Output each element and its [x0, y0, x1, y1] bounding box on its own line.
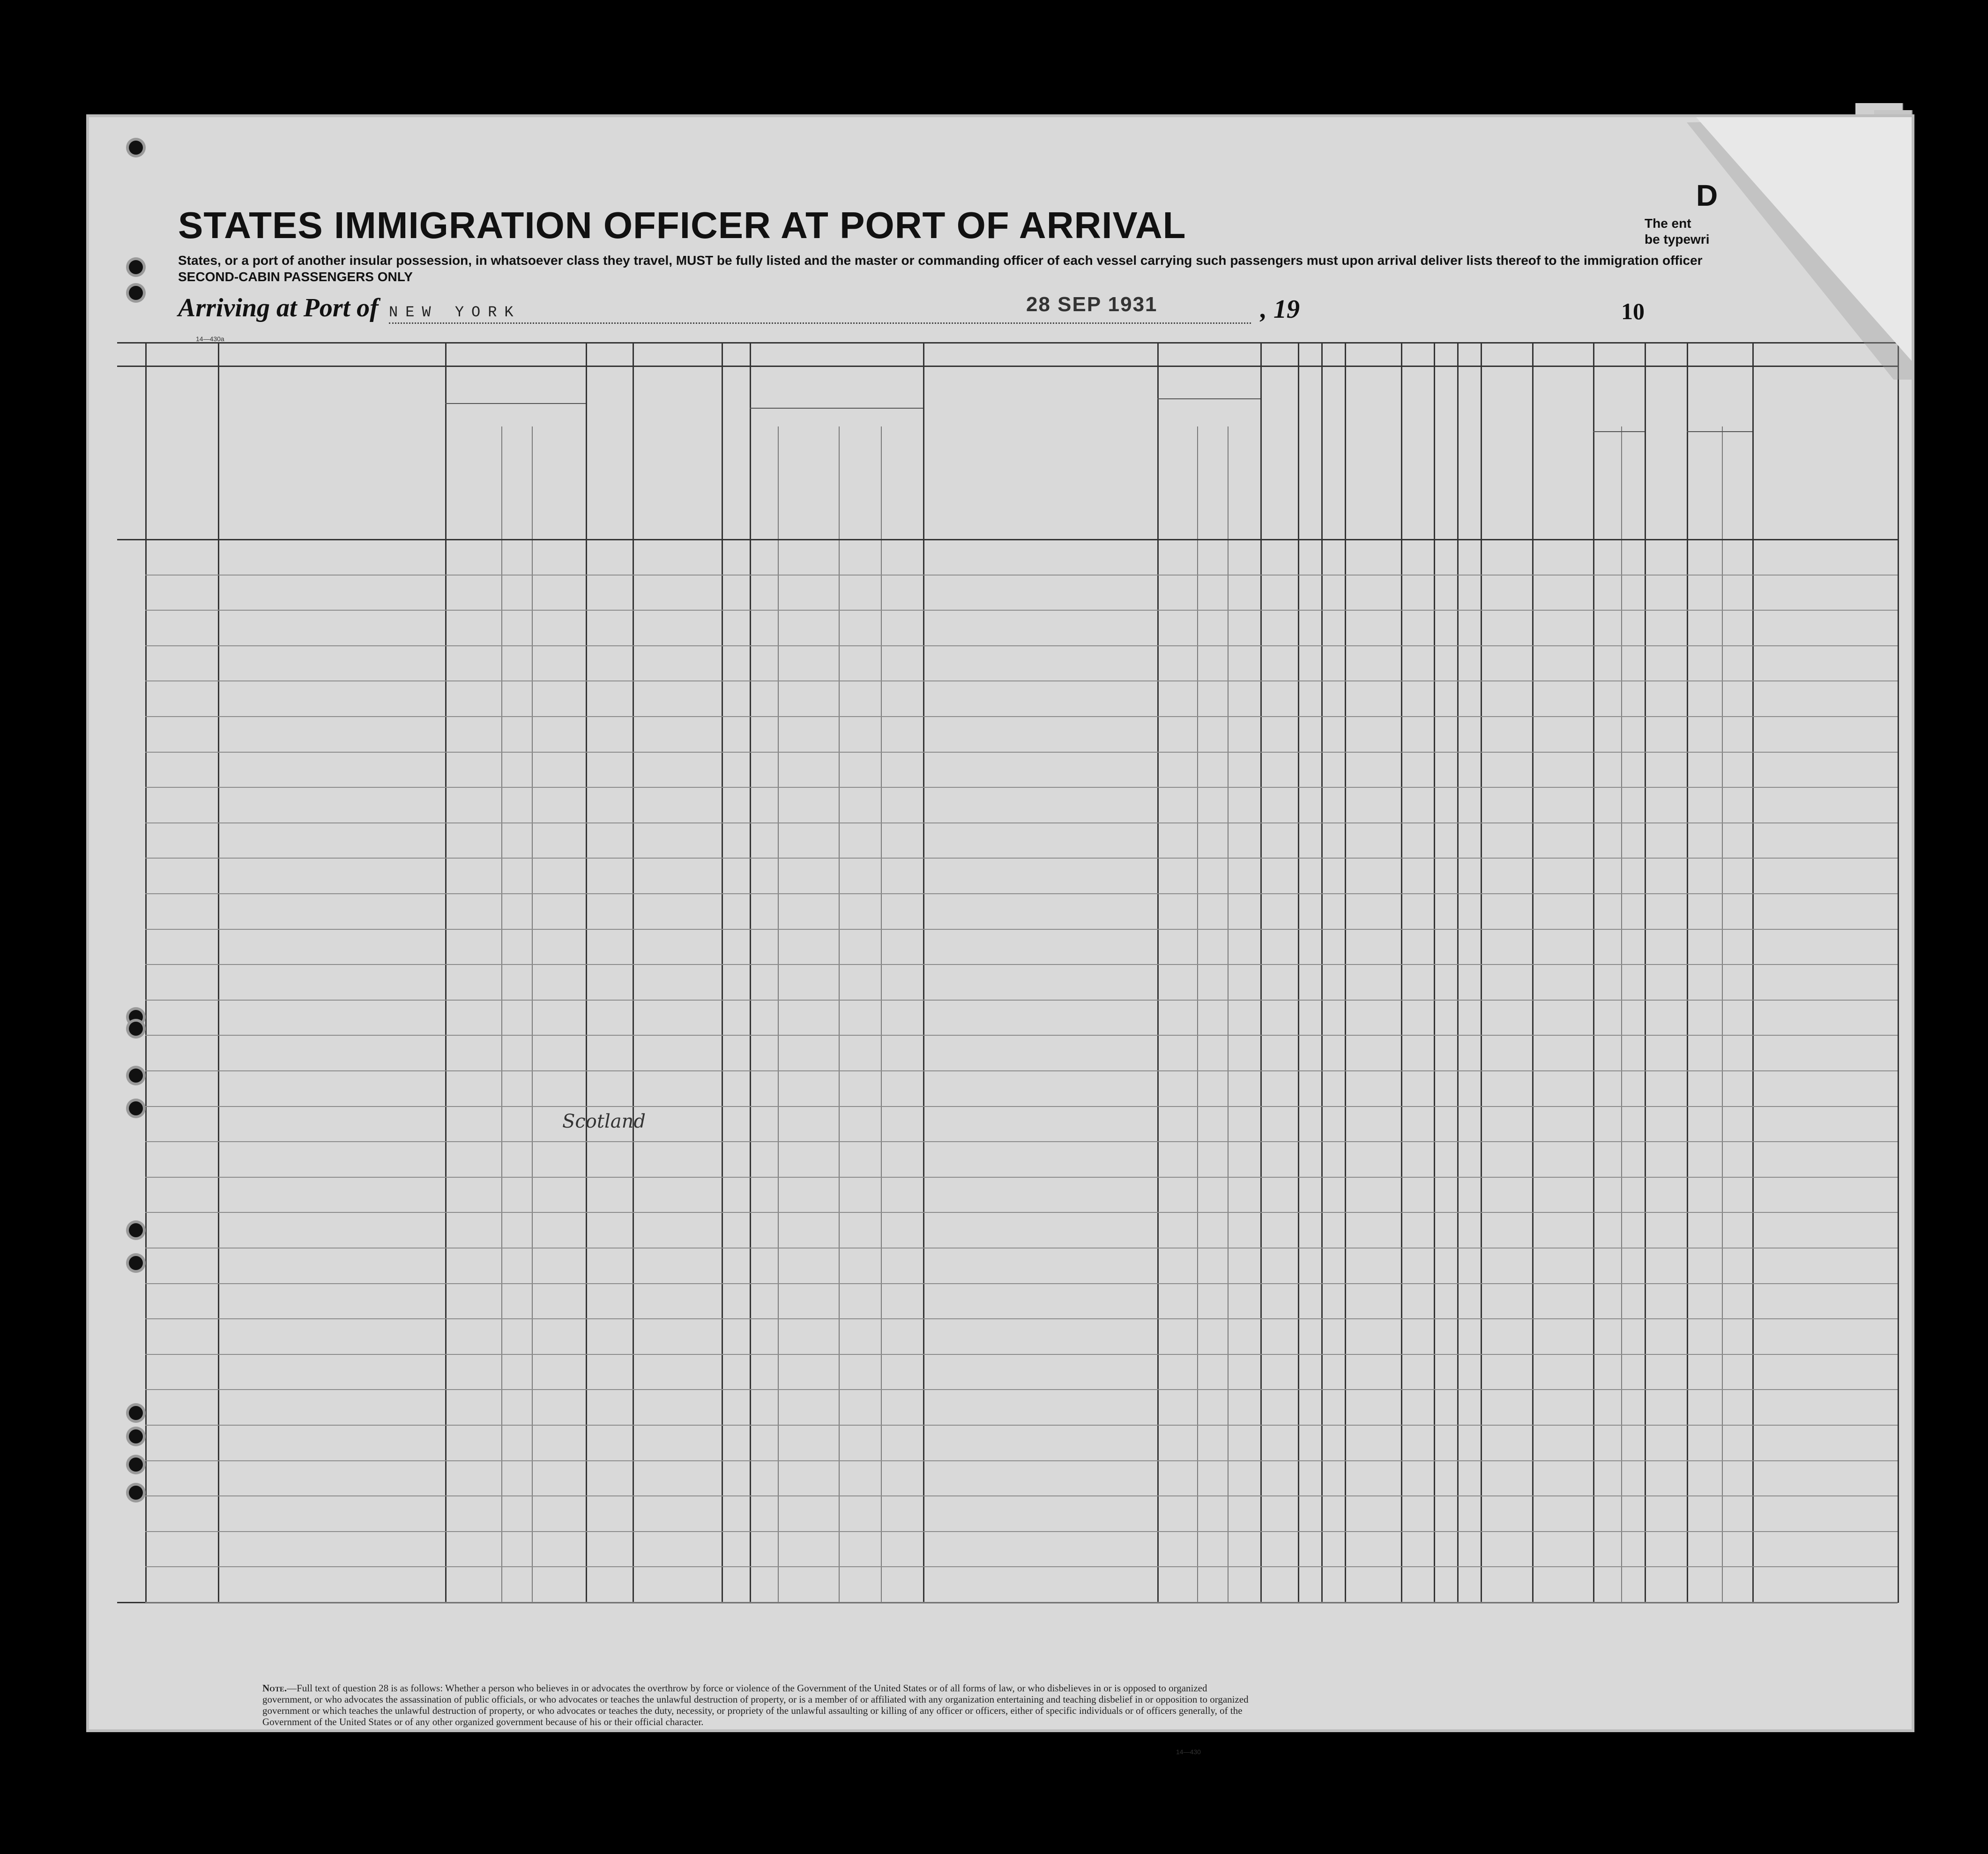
column-divider	[1481, 342, 1482, 1603]
row-rule	[145, 610, 1898, 611]
binder-hole	[129, 1223, 143, 1237]
row-rule	[145, 1318, 1898, 1319]
handwritten-note: Scotland	[562, 1111, 646, 1132]
header-bottom-rule	[117, 539, 1898, 540]
right-note-line: The ent	[1645, 216, 1691, 231]
column-divider	[1434, 342, 1435, 1603]
row-rule	[145, 680, 1898, 681]
row-rule	[145, 858, 1898, 859]
column-divider	[1457, 342, 1459, 1603]
right-note-line: be typewri	[1645, 232, 1710, 247]
column-subdivider	[501, 426, 502, 1603]
binder-hole	[129, 1406, 143, 1420]
column-divider	[1645, 342, 1646, 1603]
binder-hole	[129, 286, 143, 300]
row-rule	[145, 752, 1898, 753]
column-subdivider	[1197, 426, 1198, 1603]
row-rule	[145, 1425, 1898, 1426]
dotted-line	[389, 322, 1251, 324]
row-rule	[145, 1106, 1898, 1107]
arriving-label: Arriving at Port of	[178, 293, 379, 322]
port-name: NEW YORK	[389, 304, 521, 321]
row-rule	[145, 1460, 1898, 1461]
row-rule	[145, 822, 1898, 823]
row-rule	[145, 1389, 1898, 1390]
column-divider	[923, 342, 924, 1603]
header-sub-rule	[1687, 431, 1752, 432]
date-stamp: 28 SEP 1931	[1026, 293, 1158, 316]
row-rule	[145, 1566, 1898, 1567]
form-number-top: 14—430a	[196, 335, 224, 343]
row-rule	[145, 964, 1898, 965]
column-divider	[145, 342, 147, 1603]
row-rule	[145, 1035, 1898, 1036]
passenger-class: SECOND-CABIN PASSENGERS ONLY	[178, 269, 413, 284]
manifest-page	[89, 117, 1912, 1756]
column-divider	[1898, 342, 1899, 1603]
manifest-table	[117, 342, 1898, 1603]
year-label: , 19	[1260, 295, 1300, 324]
binder-hole	[129, 1458, 143, 1472]
column-subdivider	[532, 426, 533, 1603]
column-subdivider	[881, 426, 882, 1603]
page-title: STATES IMMIGRATION OFFICER AT PORT OF ARRIVAL	[178, 204, 1186, 246]
row-rule	[145, 716, 1898, 717]
row-rule	[145, 787, 1898, 788]
row-rule	[145, 1602, 1898, 1603]
row-rule	[145, 1531, 1898, 1532]
column-divider	[633, 342, 634, 1603]
row-rule	[145, 1177, 1898, 1178]
row-rule	[145, 575, 1898, 576]
column-divider	[445, 342, 447, 1603]
header-sub-rule	[445, 403, 586, 404]
column-divider	[218, 342, 219, 1603]
binder-hole	[129, 1101, 143, 1115]
form-number-bottom: 14—430	[1176, 1748, 1201, 1756]
row-rule	[145, 893, 1898, 894]
binder-hole	[129, 260, 143, 274]
footnote-text: —Full text of question 28 is as follows: Whether a person who believes in or advocates the overthrow by force or violence of the Government of the United States or of all forms of law, or who disbelieves in or is opposed to organized government, or who advocates the assassination of public officials, or who advocates or teaches the unlawful destruction of property, or is a member of or affiliated with any organization entertaining and teaching disbelief in or opposition to organized government or which teaches the unlawful destruction of property, or who advocates or teaches the duty, necessity, or propriety of the unlawful assaulting or killing of any officer or officers, either of specific individuals or of officers generally, of the Government of the United States or of any other organized government because of his or their official character.	[262, 1682, 1249, 1727]
row-rule	[145, 645, 1898, 646]
binder-hole	[129, 1256, 143, 1270]
header-sub-rule	[1157, 398, 1260, 399]
column-divider	[1321, 342, 1323, 1603]
column-subdivider	[778, 426, 779, 1603]
binder-hole	[129, 1022, 143, 1036]
column-divider	[1532, 342, 1534, 1603]
header-num-rule	[117, 366, 1898, 367]
row-rule	[145, 1000, 1898, 1001]
row-rule	[145, 1141, 1898, 1142]
page-number: 10	[1621, 298, 1645, 324]
row-rule	[145, 1283, 1898, 1284]
column-subdivider	[839, 426, 840, 1603]
column-divider	[586, 342, 587, 1603]
binder-hole	[129, 1069, 143, 1083]
column-divider	[1687, 342, 1688, 1603]
instructions: States, or a port of another insular possession, in whatsoever class they travel, MUST be fully listed and the master or commanding officer of each vessel carrying such passengers must upon arrival deliver lists thereof to the immigration officer	[178, 253, 1703, 268]
row-rule	[145, 1495, 1898, 1496]
column-subdivider	[1621, 426, 1622, 1603]
corner-letter: D	[1696, 179, 1718, 212]
column-divider	[1593, 342, 1594, 1603]
row-rule	[145, 1212, 1898, 1213]
binder-hole	[129, 1486, 143, 1500]
column-subdivider	[1228, 426, 1229, 1603]
row-rule	[145, 1354, 1898, 1355]
binder-hole	[129, 1429, 143, 1443]
row-rule	[145, 929, 1898, 930]
column-divider	[1298, 342, 1299, 1603]
footnote	[262, 1682, 1256, 1727]
column-divider	[722, 342, 723, 1603]
column-divider	[750, 342, 751, 1603]
row-rule	[145, 1070, 1898, 1071]
column-subdivider	[1722, 426, 1723, 1603]
column-divider	[1401, 342, 1402, 1603]
column-divider	[1345, 342, 1346, 1603]
footnote-label: Note.	[262, 1682, 287, 1694]
binder-hole	[129, 141, 143, 155]
column-divider	[1752, 342, 1754, 1603]
header-sub-rule	[1593, 431, 1645, 432]
header-top-rule	[117, 342, 1898, 344]
right-note	[1645, 216, 1709, 247]
column-divider	[1260, 342, 1262, 1603]
column-divider	[1157, 342, 1159, 1603]
header-sub-rule	[750, 408, 923, 409]
